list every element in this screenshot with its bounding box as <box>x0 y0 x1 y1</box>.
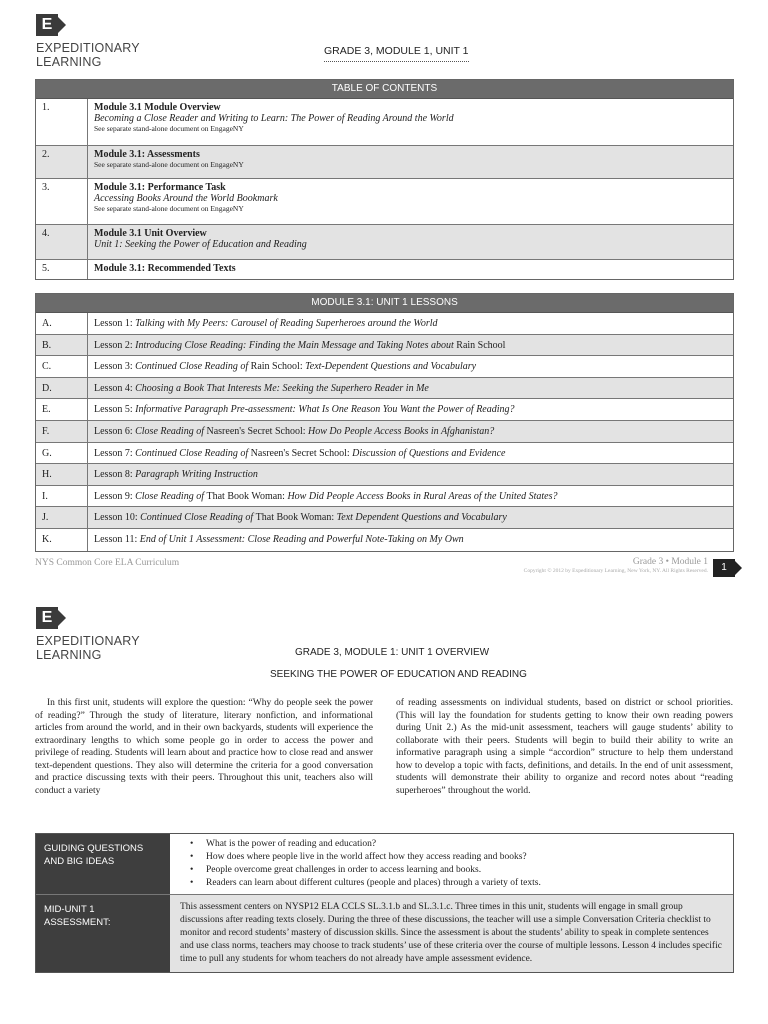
toc-row-title: Module 3.1: Assessments <box>94 149 200 160</box>
logo-line2: LEARNING <box>36 648 102 662</box>
lesson-number: Lesson 2: <box>94 339 136 351</box>
guiding-question-item: • People overcome great challenges in order to access learning and books. <box>194 864 723 877</box>
logo-line1: EXPEDITIONARY <box>36 41 140 55</box>
lesson-letter: F. <box>36 421 88 442</box>
lesson-letter: J. <box>36 507 88 528</box>
toc-row <box>36 146 733 179</box>
unit-overview-title: GRADE 3, MODULE 1: UNIT 1 OVERVIEW <box>295 647 490 658</box>
lesson-row <box>36 529 733 551</box>
lesson-number: Lesson 3: <box>94 361 136 373</box>
lesson-title <box>88 507 733 528</box>
grade-title: GRADE 3, MODULE 1, UNIT 1 <box>324 45 469 62</box>
guiding-questions-row <box>36 834 733 895</box>
lesson-title <box>88 486 733 507</box>
toc-rows <box>36 99 733 279</box>
toc-row <box>36 225 733 260</box>
lesson-title <box>88 313 733 334</box>
lesson-title-part: Text-Dependent Questions and Vocabulary <box>305 361 477 373</box>
guiding-questions-list <box>180 838 723 890</box>
lesson-title-part: How Do People Access Books in Afghanistan? <box>308 425 495 437</box>
lesson-title-part: Continued Close Reading of <box>140 512 256 524</box>
logo-page2 <box>36 607 140 662</box>
guiding-question-item: • Readers can learn about different cultures (people and places) through a variety of texts. <box>194 877 723 890</box>
lesson-row <box>36 399 733 421</box>
toc-row <box>36 260 733 279</box>
lesson-row <box>36 356 733 378</box>
footer-grade <box>524 557 708 574</box>
lesson-number: Lesson 10: <box>94 512 141 524</box>
lesson-number: Lesson 6: <box>94 425 136 437</box>
toc-row-title: Module 3.1 Module Overview <box>94 102 221 113</box>
lesson-row <box>36 378 733 400</box>
lesson-letter: B. <box>36 335 88 356</box>
lesson-number: Lesson 9: <box>94 490 136 502</box>
toc-row <box>36 179 733 225</box>
mid-unit-assessment-label: MID-UNIT 1 ASSESSMENT: <box>36 895 170 972</box>
lesson-title-part: That Book Woman: <box>206 490 288 502</box>
lesson-number: Lesson 4: <box>94 382 136 394</box>
lesson-title-part: Rain School: <box>250 361 306 373</box>
lesson-title <box>88 356 733 377</box>
toc-row-title: Module 3.1: Performance Task <box>94 182 226 193</box>
toc-row-number: 4. <box>36 225 88 259</box>
lesson-rows <box>36 313 733 551</box>
toc-row-body <box>88 146 733 178</box>
toc-row-number: 1. <box>36 99 88 145</box>
guiding-question-item: • What is the power of reading and education? <box>194 838 723 851</box>
toc-row-number: 2. <box>36 146 88 178</box>
logo-line2: LEARNING <box>36 55 102 69</box>
toc-row-title: Module 3.1 Unit Overview <box>94 228 207 239</box>
lesson-title-part: Choosing a Book That Interests Me: Seeking the Superhero Reader in Me <box>135 382 429 394</box>
lesson-title-part: Discussion of Questions and Evidence <box>352 447 506 459</box>
lesson-row <box>36 486 733 508</box>
lesson-title <box>88 421 733 442</box>
lesson-title-part: Close Reading of <box>135 425 207 437</box>
intro-column-right: of reading assessments on individual students, based on district or school priorities. (This will lay the foundation for students getting to know their own reading powers during Unit 2.) As the mid-unit assessment, teachers will gauge students’ ability to collaborate with their peers. Students will begin to build their ability to write an informative paragraph using a simple “accordion” structure to help them understand how to develop a topic with facts, definitions, and details. In the end of unit assessment, students will demonstrate their ability to organize and record notes about “reading superheroes” throughout the world. <box>396 698 733 796</box>
lesson-title-part: Paragraph Writing Instruction <box>135 469 258 481</box>
logo-mark: E <box>36 14 58 36</box>
lesson-letter: I. <box>36 486 88 507</box>
toc-row-note: See separate stand-alone document on EngageNY <box>94 160 244 169</box>
lesson-title-part: Nasreen's Secret School: <box>250 447 353 459</box>
lessons-header: MODULE 3.1: UNIT 1 LESSONS <box>36 294 733 313</box>
toc-header: TABLE OF CONTENTS <box>36 80 733 99</box>
logo-mark: E <box>36 607 58 629</box>
lesson-title-part: Text Dependent Questions and Vocabulary <box>336 512 507 524</box>
page-number: 1 <box>713 559 735 577</box>
lesson-title-part: Rain School <box>456 339 506 351</box>
lesson-title <box>88 464 733 485</box>
toc-row-number: 5. <box>36 260 88 279</box>
lesson-title-part: Introducing Close Reading: Finding the Main Message and Taking Notes about <box>135 339 457 351</box>
lesson-row <box>36 421 733 443</box>
lesson-letter: G. <box>36 443 88 464</box>
toc-row-body <box>88 99 733 145</box>
lesson-title-part: How Did People Access Books in Rural Areas of the United States? <box>287 490 558 502</box>
lesson-row <box>36 507 733 529</box>
lesson-title-part: Close Reading of <box>135 490 207 502</box>
lesson-number: Lesson 5: <box>94 404 136 416</box>
lesson-letter: K. <box>36 529 88 551</box>
lesson-title <box>88 399 733 420</box>
lesson-letter: H. <box>36 464 88 485</box>
lesson-number: Lesson 7: <box>94 447 136 459</box>
guiding-questions-label: GUIDING QUESTIONS AND BIG IDEAS <box>36 834 170 894</box>
logo-text <box>36 41 140 69</box>
lesson-title <box>88 529 733 551</box>
toc-row-body <box>88 179 733 224</box>
footer-grade-text: Grade 3 • Module 1 <box>632 557 708 567</box>
lesson-title-part: Informative Paragraph Pre-assessment: What Is One Reason You Want the Power of Reading? <box>135 404 515 416</box>
lesson-row <box>36 464 733 486</box>
lesson-title <box>88 378 733 399</box>
unit-overview-subtitle: SEEKING THE POWER OF EDUCATION AND READING <box>270 669 527 680</box>
guiding-question-item: • How does where people live in the world affect how they access reading and books? <box>194 851 723 864</box>
footer-curriculum: NYS Common Core ELA Curriculum <box>35 558 180 568</box>
lesson-letter: E. <box>36 399 88 420</box>
lesson-title <box>88 443 733 464</box>
toc-row-subtitle: Unit 1: Seeking the Power of Education and Reading <box>94 239 307 250</box>
lesson-title-part: Nasreen's Secret School: <box>206 425 308 437</box>
guiding-questions-content <box>170 834 733 894</box>
toc-row-note: See separate stand-alone document on EngageNY <box>94 204 244 213</box>
lesson-letter: C. <box>36 356 88 377</box>
lesson-row <box>36 443 733 465</box>
unit-lessons-table <box>35 293 734 552</box>
toc-row-title: Module 3.1: Recommended Texts <box>94 263 236 274</box>
toc-row-subtitle: Becoming a Close Reader and Writing to Learn: The Power of Reading Around the World <box>94 113 454 124</box>
logo-line1: EXPEDITIONARY <box>36 634 140 648</box>
lesson-number: Lesson 8: <box>94 469 136 481</box>
lesson-number: Lesson 1: <box>94 318 136 329</box>
unit-info-panel <box>35 833 734 973</box>
table-of-contents <box>35 79 734 280</box>
lesson-row <box>36 313 733 335</box>
toc-row-subtitle: Accessing Books Around the World Bookmark <box>94 193 278 204</box>
lesson-title <box>88 335 733 356</box>
lesson-title-part: End of Unit 1 Assessment: Close Reading and Powerful Note-Taking on My Own <box>139 533 464 545</box>
lesson-title-part: Continued Close Reading of <box>135 447 251 459</box>
toc-row-body <box>88 260 733 279</box>
toc-row-note: See separate stand-alone document on EngageNY <box>94 124 244 133</box>
lesson-number: Lesson 11: <box>94 533 140 545</box>
mid-unit-assessment-text: This assessment centers on NYSP12 ELA CCLS SL.3.1.b and SL.3.1.c. Three times in this unit, students will engage in small group discussions after reading texts closely. During the three of these discussions, the teacher will use a simple Conversation Criteria checklist to monitor and record students’ mastery of discussion skills. Since the assessment is about the students’ ability to speak in complete sentences and use class norms, teachers may choose to track students’ use of these criteria over the course of multiple lessons. Lesson 4 includes specific time to pull any students for whom teachers do not already have ample assessment evidence. <box>180 902 722 964</box>
lesson-title-part: Continued Close Reading of <box>135 361 251 373</box>
lesson-letter: A. <box>36 313 88 334</box>
toc-row-body <box>88 225 733 259</box>
lesson-title-part: That Book Woman: <box>255 512 337 524</box>
footer-copyright: Copyright © 2012 by Expeditionary Learning, New York, NY. All Rights Reserved. <box>523 568 708 574</box>
toc-row <box>36 99 733 146</box>
logo <box>36 14 140 69</box>
intro-column-left: In this first unit, students will explore the question: “Why do people seek the power of reading?” Through the study of literature, literary nonfiction, and informational articles from around the world, and in their own backyards, students will experience the extraordinary lengths to which some people go in order to access the power and privilege of reading. Students will learn about and practice how to close read and answer text-dependent questions. They also will determine the criteria for a good conversation and practice discussing texts with their peers. Throughout this unit, teachers also will conduct a variety <box>35 698 373 796</box>
logo-text <box>36 634 140 662</box>
toc-row-number: 3. <box>36 179 88 224</box>
lesson-letter: D. <box>36 378 88 399</box>
lesson-title-part: Talking with My Peers: Carousel of Reading Superheroes around the World <box>135 318 438 329</box>
mid-unit-assessment-row <box>36 895 733 972</box>
lesson-row <box>36 335 733 357</box>
